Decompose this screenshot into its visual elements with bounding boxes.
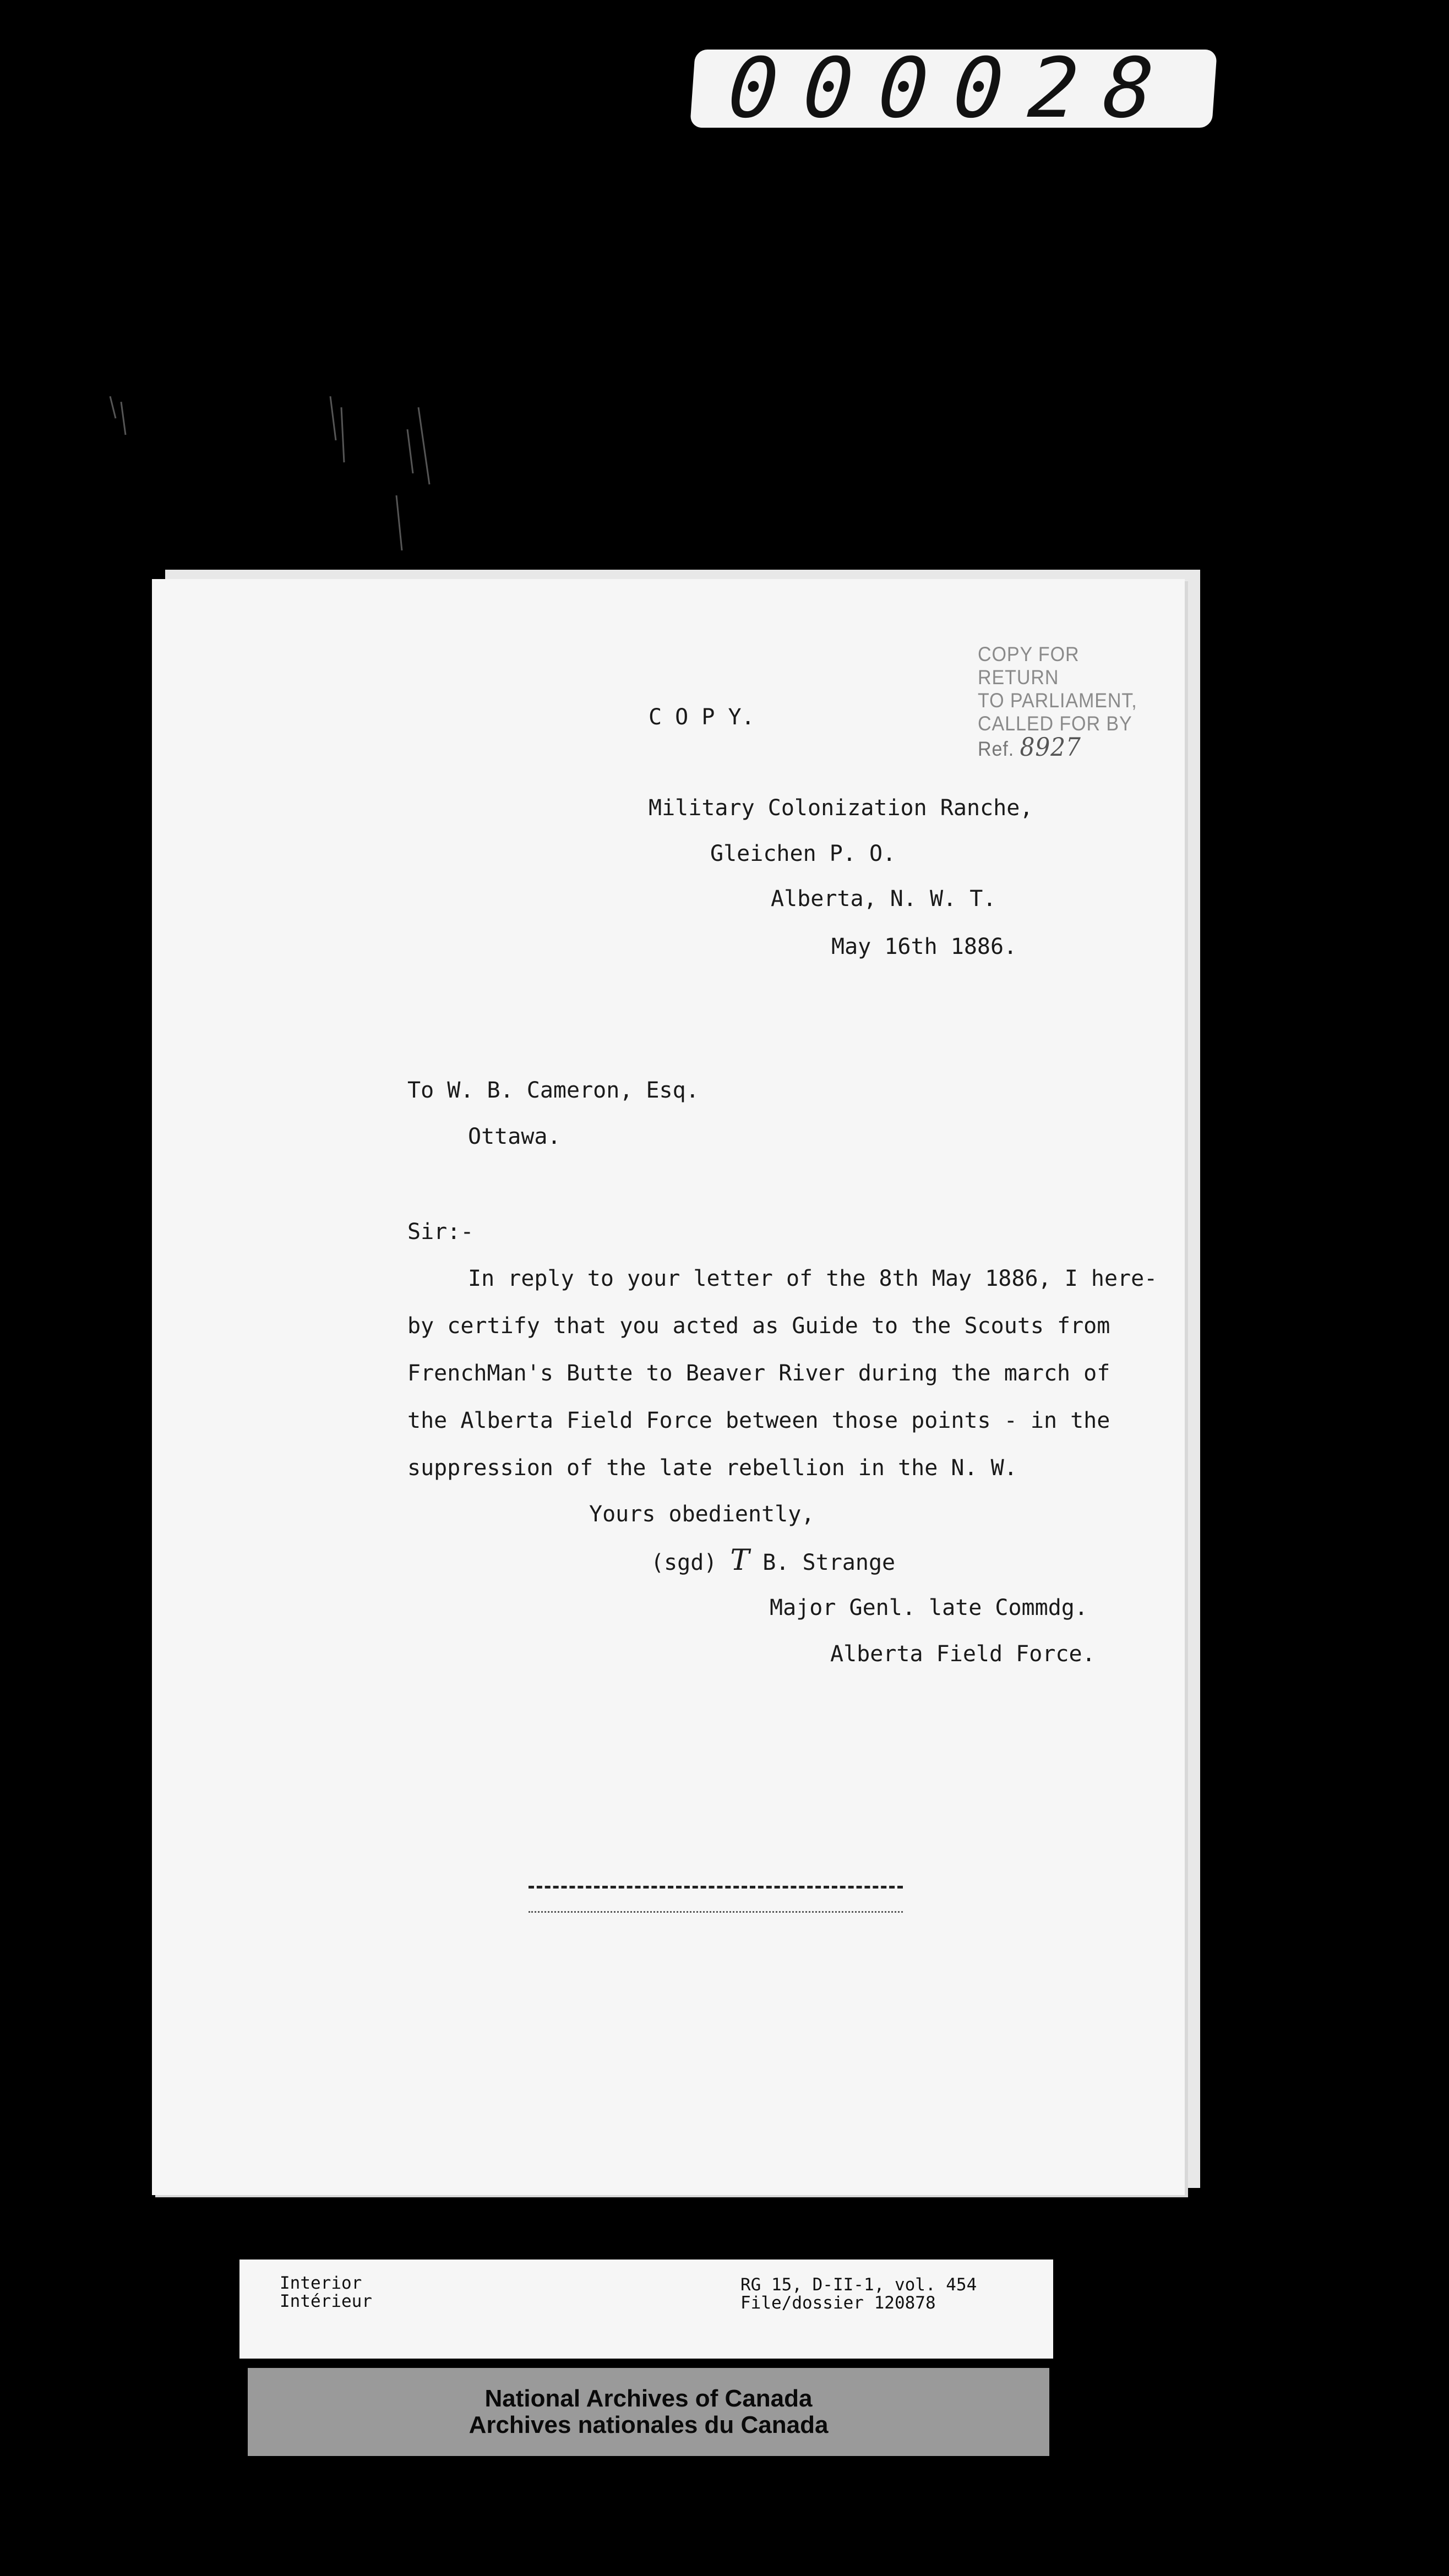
frame-number: 000028 [690,50,1217,128]
signature-initial: T [730,1544,750,1577]
file-reference [740,2276,977,2312]
parliament-stamp [978,643,1145,761]
letter-date: May 16th 1886. [831,934,1017,959]
archives-banner [248,2368,1049,2456]
department-fr: Intérieur [280,2291,372,2311]
dotted-rule [529,1911,903,1913]
salutation: Sir:- [407,1219,474,1245]
stamp-line-3: CALLED FOR BY [978,712,1132,735]
body-line-4: the Alberta Field Force between those points - in the [407,1408,1110,1433]
address-line-3: Alberta, N. W. T. [771,886,996,912]
signature-name: B. Strange [762,1550,896,1575]
stamp-ref [978,732,1145,762]
file-number: File/dossier 120878 [740,2293,936,2313]
recipient-city: Ottawa. [468,1124,561,1149]
archives-name-en: National Archives of Canada [484,2385,813,2412]
signature-line [651,1544,895,1577]
body-line-2: by certify that you acted as Guide to the Scouts from [407,1313,1110,1339]
letter-heading: C O P Y. [649,705,755,730]
stamp-line-1: COPY FOR RETURN [978,643,1080,689]
signature-prefix: (sgd) [651,1550,717,1575]
stamp-ref-label: Ref. [978,738,1015,760]
archives-name-fr: Archives nationales du Canada [469,2411,829,2438]
recipient-name: To W. B. Cameron, Esq. [407,1078,699,1103]
department-en: Interior [280,2273,362,2293]
address-line-1: Military Colonization Ranche, [649,795,1033,821]
body-line-3: FrenchMan's Butte to Beaver River during the march of [407,1361,1110,1386]
signature-title-1: Major Genl. late Commdg. [770,1595,1088,1620]
signature-title-2: Alberta Field Force. [830,1641,1096,1667]
address-line-2: Gleichen P. O. [710,841,896,866]
dashed-rule [529,1886,903,1889]
film-scratches [99,385,440,561]
stamp-ref-number: 8927 [1020,732,1081,762]
department-label [280,2274,372,2311]
closing: Yours obediently, [589,1502,815,1527]
record-group: RG 15, D-II-1, vol. 454 [740,2275,977,2295]
body-line-5: suppression of the late rebellion in the N. W. [407,1455,1017,1481]
letter-page [152,579,1185,2195]
stamp-line-2: TO PARLIAMENT, [978,689,1137,712]
body-line-1: In reply to your letter of the 8th May 1886, I here- [468,1266,1158,1291]
